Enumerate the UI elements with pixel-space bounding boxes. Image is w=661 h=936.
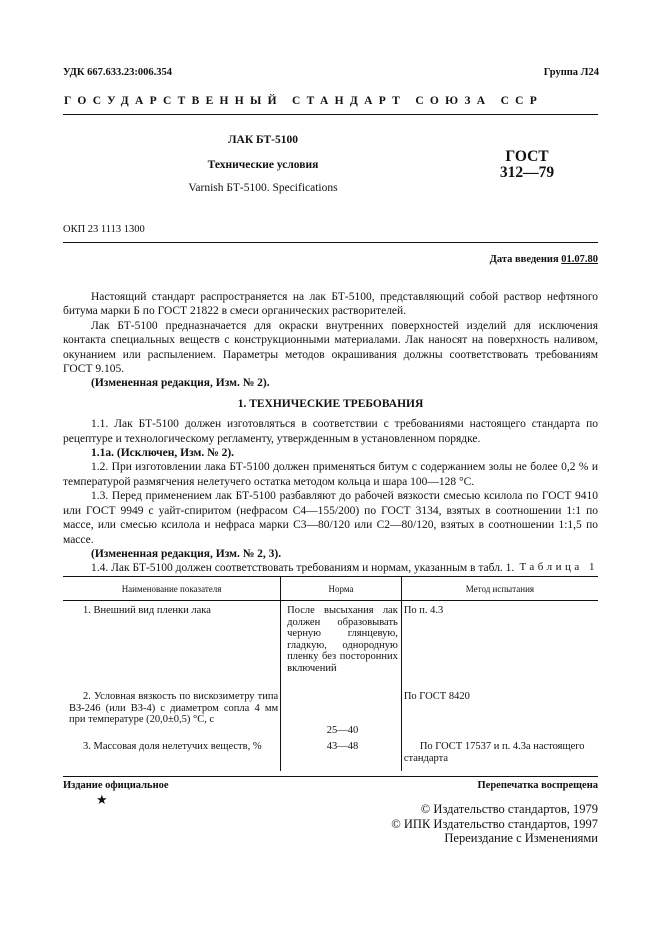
- copyright-1997: © ИПК Издательство стандартов, 1997: [391, 816, 598, 831]
- edition-note-2: (Измененная редакция, Изм. № 2, 3).: [91, 547, 282, 560]
- clause-1-2: 1.2. При изготовлении лака БТ-5100 должен применяться битум с содержанием золы не более 0,2 % и температурой размягчения нелетучего остатка методом кольца и шара 100—128 °С.: [63, 461, 598, 488]
- paragraph-purpose: Лак БТ-5100 предназначается для окраски внутренних поверхностей изделий для исключения контакта специальных веществ с конструкционными материалами. Лак наносят на поверхность наливом, окунанием или распылением. Параметры методов окрашивания должны соответствовать требованиям ГОСТ 9.105.: [63, 319, 598, 376]
- body-text: [63, 290, 598, 576]
- okp-rule: [63, 242, 598, 243]
- gost-label: ГОСТ: [505, 148, 549, 165]
- gost-number: 312—79: [499, 164, 555, 181]
- row-2-name: 2. Условная вязкость по вискозиметру типа ВЗ-246 (или ВЗ-4) с диаметром сопла 4 мм при температуре (20,0±0,5) °С, с: [69, 691, 279, 726]
- section-heading-1: 1. ТЕХНИЧЕСКИЕ ТРЕБОВАНИЯ: [237, 397, 424, 410]
- intro-date-value: 01.07.80: [561, 254, 598, 265]
- state-standard-heading: ГОСУДАРСТВЕННЫЙ СТАНДАРТ СОЮЗА ССР: [64, 95, 544, 107]
- row-3-name: 3. Массовая доля нелетучих веществ, %: [83, 741, 262, 752]
- document-title: ЛАК БТ-5100: [227, 134, 299, 146]
- clause-1-1: 1.1. Лак БТ-5100 должен изготовляться в соответствии с требованиями настоящего стандарта по рецептуре и технологическому регламенту, утвержденным в установленном порядке.: [63, 418, 598, 445]
- row-2-method: По ГОСТ 8420: [401, 691, 598, 737]
- row-1-method: По п. 4.3: [401, 601, 598, 692]
- row-1-norm: После высыхания лак должен образовывать черную глянцевую, гладкую, однородную пленку без посторонних включений: [281, 601, 402, 692]
- udk-code: УДК 667.633.23:006.354: [63, 67, 172, 78]
- edition-note-1: (Измененная редакция, Изм. № 2).: [91, 377, 270, 390]
- star-icon: ★: [96, 792, 108, 807]
- table-caption: Таблица 1: [519, 561, 598, 573]
- clause-1-1a: 1.1а. (Исключен, Изм. № 2).: [91, 447, 235, 460]
- header-rule: [63, 114, 598, 115]
- table-row: [63, 601, 598, 692]
- reprint-notice: Перепечатка воспрещена: [477, 780, 598, 791]
- footer-rule: [63, 776, 598, 777]
- intro-date: [490, 254, 598, 265]
- copyright-block: [391, 802, 598, 846]
- paragraph-scope: Настоящий стандарт распространяется на лак БТ-5100, представляющий собой раствор нефтяного битума марки Б по ГОСТ 21822 в смеси органических растворителей.: [63, 291, 598, 318]
- requirements-table: [63, 576, 598, 771]
- copyright-1979: © Издательство стандартов, 1979: [420, 802, 598, 816]
- row-2-norm: 25—40: [281, 691, 402, 737]
- row-1-name: 1. Внешний вид пленки лака: [83, 605, 211, 616]
- document-subtitle: Технические условия: [207, 159, 319, 171]
- official-edition: Издание официальное: [63, 780, 169, 791]
- header-name: Наименование показателя: [63, 577, 281, 601]
- intro-date-label: Дата введения: [489, 254, 559, 265]
- english-title: Varnish БТ-5100. Specifications: [188, 182, 338, 194]
- group-code: Группа Л24: [543, 67, 599, 78]
- clause-1-3: 1.3. Перед применением лак БТ-5100 разбавляют до рабочей вязкости смесью ксилола по ГОСТ 9410 или ГОСТ 9949 с уайт-спиритом (нефрасом С4—155/200) по ГОСТ 3134, взятых в соотношении 1:1 по массе, или смесью ксилола и нефраса марки С3—80/120 или С2—80/120, взятых в соотношении 1:1,5 по массе.: [63, 490, 598, 546]
- row-3-norm: 43—48: [281, 737, 402, 771]
- clause-1-4: 1.4. Лак БТ-5100 должен соответствовать требованиям и нормам, указанным в табл. 1.: [91, 562, 515, 575]
- reissue-note: Переиздание с Изменениями: [444, 831, 598, 845]
- row-3-method: По ГОСТ 17537 и п. 4.3а настоящего стандарта: [401, 737, 598, 771]
- okp-code: ОКП 23 1113 1300: [63, 224, 145, 235]
- table-row: [63, 691, 598, 737]
- table-header-row: [63, 577, 598, 601]
- header-method: Метод испытания: [401, 577, 598, 601]
- table-row: [63, 737, 598, 771]
- header-norm: Норма: [281, 577, 402, 601]
